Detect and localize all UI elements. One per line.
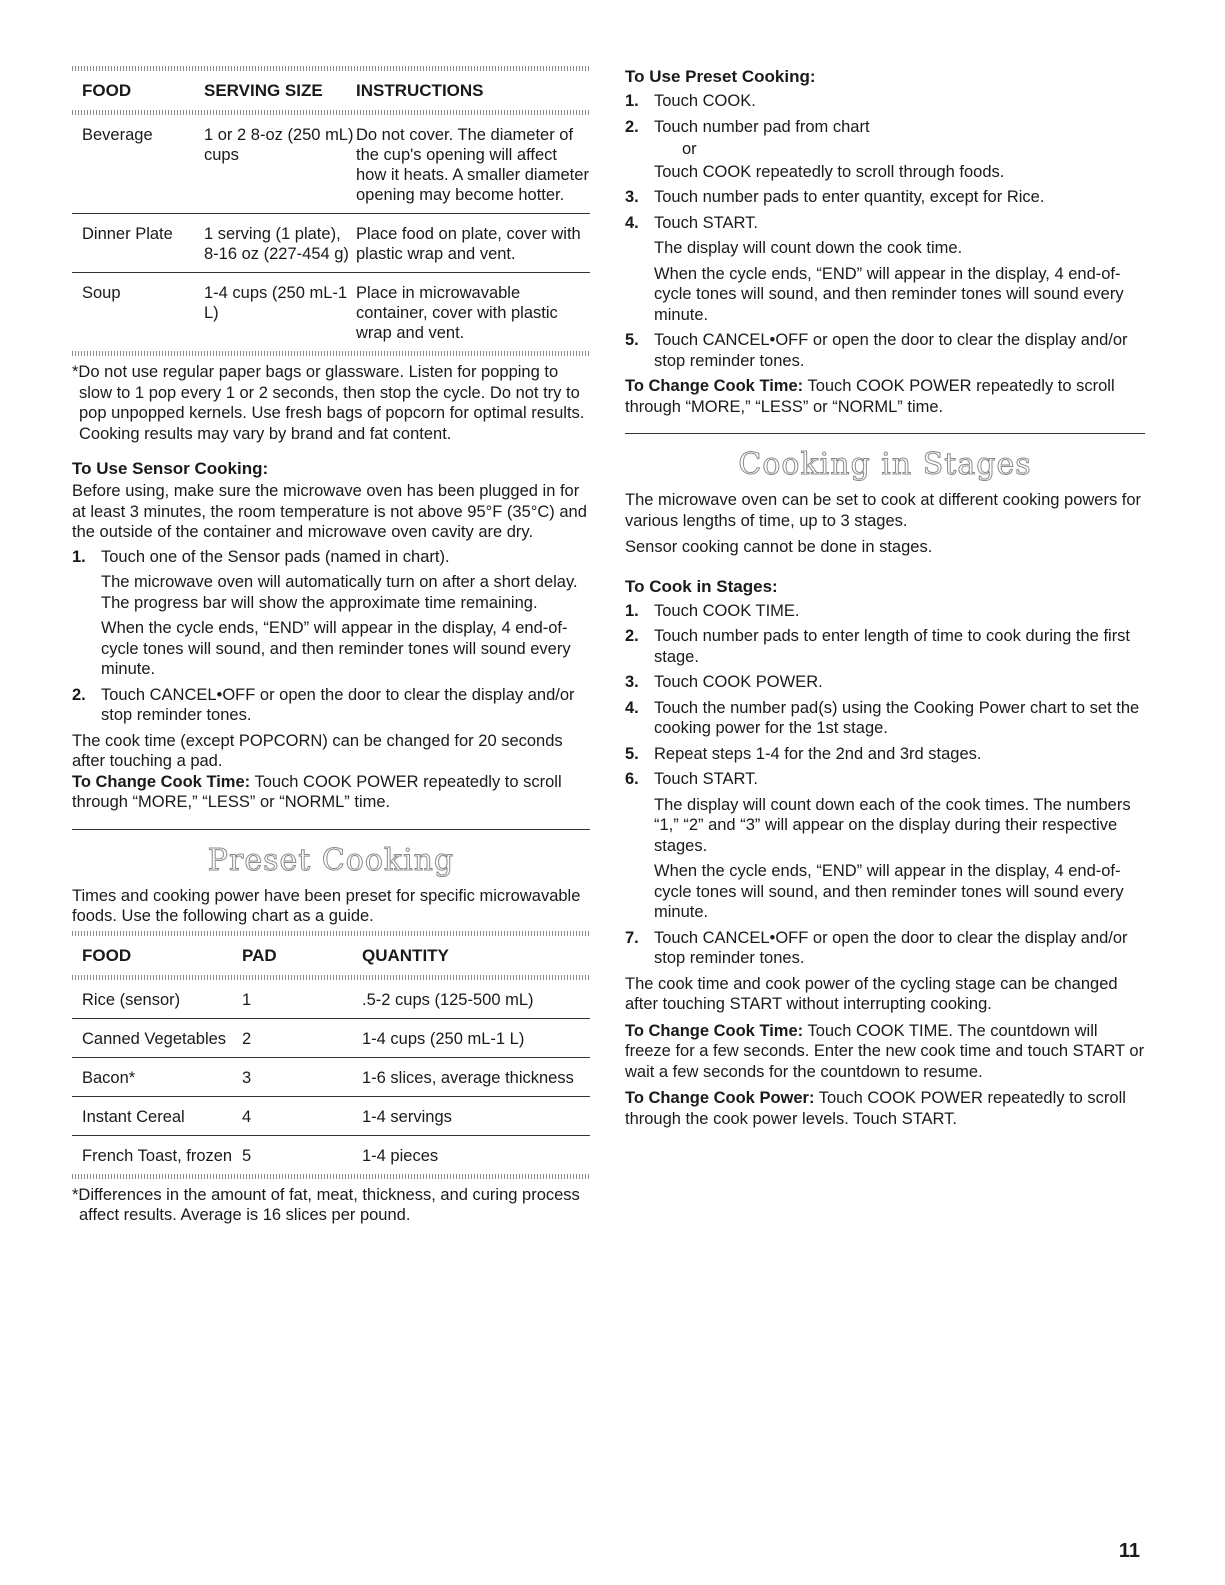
cell-food: Dinner Plate bbox=[82, 225, 173, 243]
page-number: 11 bbox=[1118, 1540, 1140, 1562]
table-bottom-rule bbox=[72, 351, 590, 356]
list-item bbox=[625, 769, 1145, 923]
step-number: 2. bbox=[72, 685, 86, 704]
header-pad: PAD bbox=[242, 945, 277, 965]
step-number: 5. bbox=[625, 744, 639, 763]
cook-time-change-note: The cook time (except POPCORN) can be changed for 20 seconds after touching a pad. bbox=[72, 731, 563, 770]
table-header-row bbox=[72, 936, 590, 975]
popcorn-footnote: *Do not use regular paper bags or glassware. Listen for popping to slow to 1 pop every 1 or 2 seconds, then stop the cycle. Do not try to pop unpopped kernels. Use fresh bags of popcorn for optimal results. Cooking results may vary by brand and fat content. bbox=[72, 363, 585, 443]
step-number: 7. bbox=[625, 928, 639, 947]
bacon-footnote: *Differences in the amount of fat, meat, thickness, and curing process affect results. Average is 16 slices per pound. bbox=[72, 1185, 580, 1224]
step-or: or bbox=[682, 140, 697, 158]
header-quantity: QUANTITY bbox=[362, 945, 449, 965]
change-cook-time-text: Touch COOK POWER repeatedly to scroll through “MORE,” “LESS” or “NORML” time. bbox=[625, 377, 1115, 416]
table-row bbox=[72, 1136, 590, 1174]
stages-intro-sensor: Sensor cooking cannot be done in stages. bbox=[625, 538, 933, 556]
header-food: FOOD bbox=[82, 945, 132, 965]
step-text: Touch number pad from chart bbox=[654, 117, 870, 136]
list-item bbox=[625, 601, 1145, 622]
cell-quantity: 1-4 servings bbox=[362, 1107, 452, 1126]
preset-intro: Times and cooking power have been preset for specific microwavable foods. Use the following chart as a guide. bbox=[72, 886, 581, 925]
step-text: Touch the number pad(s) using the Cooking Power chart to set the cooking power for the 1st stage. bbox=[654, 698, 1140, 737]
list-item bbox=[625, 626, 1145, 667]
cell-pad: 4 bbox=[242, 1107, 252, 1126]
table-row bbox=[72, 1097, 590, 1136]
table-row bbox=[72, 115, 590, 214]
list-item bbox=[625, 672, 1145, 693]
step-number: 1. bbox=[625, 92, 639, 110]
cell-food: Instant Cereal bbox=[82, 1107, 185, 1126]
change-cook-time-para bbox=[72, 772, 590, 813]
list-item bbox=[625, 330, 1145, 371]
list-item bbox=[72, 685, 590, 726]
change-cook-power-label: To Change Cook Power: bbox=[625, 1089, 815, 1107]
list-item bbox=[625, 744, 1145, 765]
cell-food: Beverage bbox=[82, 126, 153, 144]
preset-food-table bbox=[72, 931, 590, 1179]
cell-pad: 2 bbox=[242, 1029, 252, 1048]
preset-steps bbox=[625, 91, 1145, 371]
cell-pad: 3 bbox=[242, 1068, 252, 1087]
cell-quantity: .5-2 cups (125-500 mL) bbox=[362, 990, 534, 1009]
table-row bbox=[72, 1058, 590, 1097]
change-cook-time-text: Touch COOK TIME. The countdown will freeze for a few seconds. Enter the new cook time and touch START or wait a few seconds for the countdown to resume. bbox=[625, 1021, 1145, 1081]
stages-intro: The microwave oven can be set to cook at different cooking powers for various lengths of time, up to 3 stages. bbox=[625, 491, 1142, 530]
cell-quantity: 1-6 slices, average thickness bbox=[362, 1068, 574, 1087]
step-number: 5. bbox=[625, 331, 639, 349]
change-cook-time-label: To Change Cook Time: bbox=[625, 377, 804, 395]
step-text: Touch number pads to enter length of time to cook during the first stage. bbox=[654, 627, 1131, 666]
stages-steps bbox=[625, 601, 1145, 969]
cell-quantity: 1-4 cups (250 mL-1 L) bbox=[362, 1029, 525, 1048]
table-row bbox=[72, 1019, 590, 1058]
sensor-food-table bbox=[72, 66, 590, 356]
change-cook-time-label: To Change Cook Time: bbox=[625, 1021, 804, 1040]
step-detail: The display will count down the cook time. bbox=[654, 239, 963, 257]
step-number: 2. bbox=[625, 627, 639, 645]
change-cook-time-text: Touch COOK POWER repeatedly to scroll through “MORE,” “LESS” or “NORML” time. bbox=[72, 772, 562, 811]
cell-pad: 5 bbox=[242, 1146, 252, 1165]
list-item bbox=[625, 928, 1145, 969]
step-number: 1. bbox=[625, 601, 639, 620]
list-item bbox=[625, 91, 1145, 112]
step-text: Touch one of the Sensor pads (named in chart). bbox=[101, 547, 450, 566]
step-number: 1. bbox=[72, 547, 86, 566]
step-number: 4. bbox=[625, 213, 639, 232]
step-text: Touch CANCEL•OFF or open the door to clear the display and/or stop reminder tones. bbox=[101, 685, 575, 724]
cell-quantity: 1-4 pieces bbox=[362, 1146, 439, 1165]
use-preset-heading: To Use Preset Cooking: bbox=[625, 67, 816, 86]
step-number: 2. bbox=[625, 117, 639, 136]
cell-serving-size: 1-4 cups (250 mL-1 L) bbox=[204, 284, 348, 322]
step-detail: The microwave oven will automatically turn on after a short delay. The progress bar will show the approximate time remaining. bbox=[101, 573, 578, 612]
list-item bbox=[625, 213, 1145, 326]
cell-instructions: Place food on plate, cover with plastic wrap and vent. bbox=[356, 225, 581, 263]
sensor-cooking-heading: To Use Sensor Cooking: bbox=[72, 459, 269, 478]
step-detail: The display will count down each of the cook times. The numbers “1,” “2” and “3” will appear on the display during their respective stages. bbox=[654, 795, 1131, 855]
change-cook-time-label: To Change Cook Time: bbox=[72, 772, 251, 791]
cell-serving-size: 1 serving (1 plate), 8-16 oz (227-454 g) bbox=[204, 225, 349, 263]
cell-food: Soup bbox=[82, 284, 121, 302]
step-text: Touch number pads to enter quantity, except for Rice. bbox=[654, 188, 1045, 206]
header-serving-size: SERVING SIZE bbox=[204, 81, 323, 100]
step-text: Touch START. bbox=[654, 770, 758, 788]
cell-pad: 1 bbox=[242, 990, 252, 1009]
list-item bbox=[625, 117, 1145, 183]
cell-food: Bacon* bbox=[82, 1068, 136, 1087]
change-cook-power-para bbox=[625, 1088, 1145, 1129]
table-row bbox=[72, 214, 590, 273]
cell-instructions: Place in microwavable container, cover with plastic wrap and vent. bbox=[356, 284, 558, 342]
step-detail: Touch COOK repeatedly to scroll through foods. bbox=[654, 162, 1005, 181]
step-number: 3. bbox=[625, 673, 639, 691]
table-header-row bbox=[72, 71, 590, 110]
step-number: 6. bbox=[625, 770, 639, 788]
step-detail: When the cycle ends, “END” will appear in the display, 4 end-of-cycle tones will sound, and then reminder tones will sound every minute. bbox=[654, 862, 1124, 921]
cell-serving-size: 1 or 2 8-oz (250 mL) cups bbox=[204, 126, 354, 164]
table-bottom-rule bbox=[72, 1174, 590, 1179]
cooking-in-stages-title: Cooking in Stages bbox=[625, 433, 1145, 482]
stages-after-note: The cook time and cook power of the cycling stage can be changed after touching START without interrupting cooking. bbox=[625, 974, 1118, 1013]
change-cook-power-text: Touch COOK POWER repeatedly to scroll through the cook power levels. Touch START. bbox=[625, 1089, 1126, 1128]
cell-instructions: Do not cover. The diameter of the cup's opening will affect how it heats. A smaller diameter opening may become hotter. bbox=[356, 126, 589, 204]
step-detail: When the cycle ends, “END” will appear in the display, 4 end-of-cycle tones will sound, and then reminder tones will sound every minute. bbox=[654, 264, 1124, 324]
step-text: Touch CANCEL•OFF or open the door to clear the display and/or stop reminder tones. bbox=[654, 331, 1128, 370]
step-text: Touch COOK. bbox=[654, 92, 756, 110]
list-item bbox=[72, 547, 590, 680]
sensor-cooking-intro: Before using, make sure the microwave oven has been plugged in for at least 3 minutes, the room temperature is not above 95°F (35°C) and the outside of the container and microwave oven cavity are dry. bbox=[72, 482, 587, 541]
step-text: Touch START. bbox=[654, 213, 758, 232]
preset-cooking-title: Preset Cooking bbox=[72, 829, 590, 878]
right-column bbox=[625, 66, 1145, 1129]
list-item bbox=[625, 698, 1145, 739]
list-item bbox=[625, 187, 1145, 208]
sensor-steps bbox=[72, 547, 590, 726]
cell-food: Rice (sensor) bbox=[82, 990, 181, 1009]
cook-in-stages-heading: To Cook in Stages: bbox=[625, 576, 778, 596]
step-text: Repeat steps 1-4 for the 2nd and 3rd stages. bbox=[654, 744, 982, 763]
cell-food: Canned Vegetables bbox=[82, 1029, 227, 1048]
step-text: Touch COOK TIME. bbox=[654, 601, 800, 620]
step-number: 3. bbox=[625, 188, 639, 206]
step-text: Touch CANCEL•OFF or open the door to clear the display and/or stop reminder tones. bbox=[654, 928, 1128, 967]
table-row bbox=[72, 273, 590, 351]
step-number: 4. bbox=[625, 698, 639, 717]
header-food: FOOD bbox=[82, 81, 132, 100]
left-column bbox=[72, 66, 590, 1226]
change-cook-time-para bbox=[625, 1021, 1145, 1083]
table-row bbox=[72, 980, 590, 1019]
change-cook-time-para bbox=[625, 376, 1145, 417]
header-instructions: INSTRUCTIONS bbox=[356, 81, 484, 100]
step-text: Touch COOK POWER. bbox=[654, 673, 823, 691]
cell-food: French Toast, frozen bbox=[82, 1146, 233, 1165]
step-detail: When the cycle ends, “END” will appear in the display, 4 end-of-cycle tones will sound, and then reminder tones will sound every minute. bbox=[101, 619, 571, 678]
